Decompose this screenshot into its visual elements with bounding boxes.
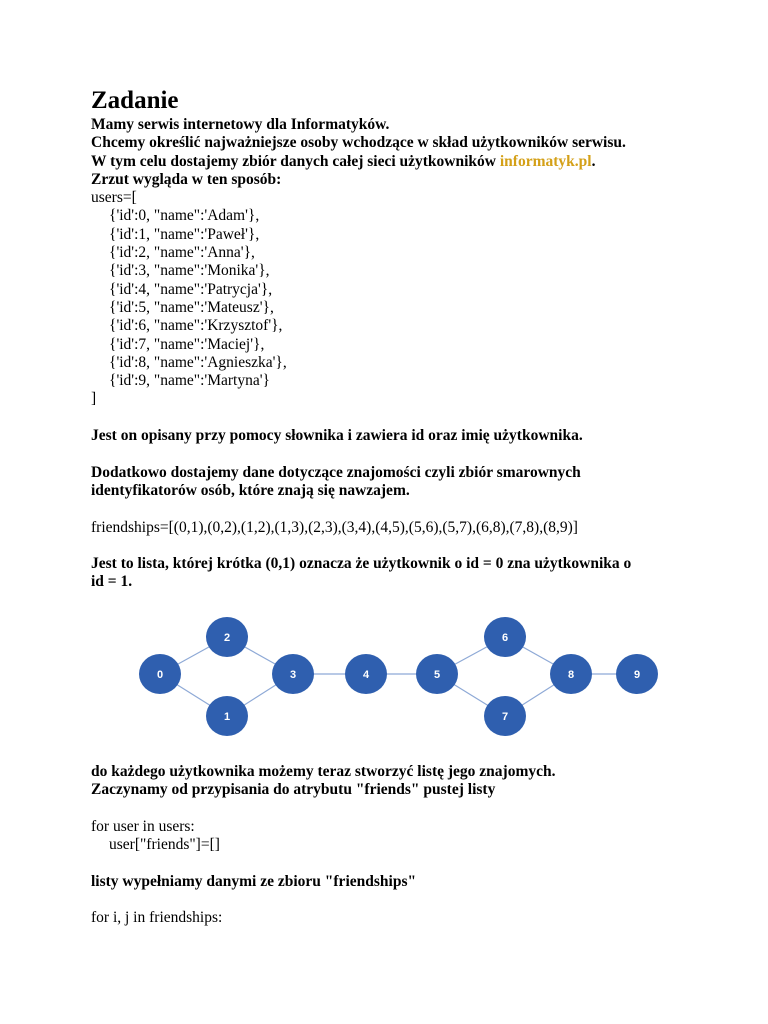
users-code-row: {'id':3, "name":'Monika'}, <box>109 262 270 280</box>
users-code-row: {'id':0, "name":'Adam'}, <box>109 207 260 225</box>
intro-line-2: Chcemy określić najważniejsze osoby wchodzące w skład użytkowników serwisu. <box>91 134 626 152</box>
users-code-open: users=[ <box>91 189 137 207</box>
paragraph-4-line-2: Zaczynamy od przypisania do atrybutu "friends" pustej listy <box>91 781 496 799</box>
graph-node-label-8: 8 <box>567 669 575 681</box>
intro-line-3-end: . <box>591 152 596 170</box>
graph-node-label-0: 0 <box>156 669 164 681</box>
intro-line-1: Mamy serwis internetowy dla Informatyków. <box>91 116 390 133</box>
paragraph-3-line-1: Jest to lista, której krótka (0,1) oznacza że użytkownik o id = 0 zna użytkownika o <box>91 555 632 573</box>
paragraph-1: Jest on opisany przy pomocy słownika i zawiera id oraz imię użytkownika. <box>91 427 583 445</box>
spacer <box>91 891 731 909</box>
graph-node-label-9: 9 <box>633 669 641 681</box>
paragraph-3-line-2: id = 1. <box>91 573 133 591</box>
spacer <box>91 854 731 872</box>
users-code-row: {'id':7, "name":'Maciej'}, <box>109 335 265 353</box>
paragraph-5: listy wypełniamy danymi ze zbioru "friendships" <box>91 872 417 890</box>
informatyk-link[interactable]: informatyk.pl <box>499 152 592 170</box>
code-3-line-1: for i, j in friendships: <box>91 909 223 927</box>
code-2-line-2: user["friends"]=[] <box>109 836 220 854</box>
graph-node-label-5: 5 <box>433 669 441 681</box>
users-code-row: {'id':6, "name":'Krzysztof'}, <box>109 317 283 335</box>
users-code-row: {'id':4, "name":'Patrycja'}, <box>109 280 273 298</box>
paragraph-4-line-1: do każdego użytkownika możemy teraz stworzyć listę jego znajomych. <box>91 763 556 780</box>
paragraph-2-line-2: identyfikatorów osób, które znają się nawzajem. <box>91 481 410 499</box>
graph-node-label-3: 3 <box>289 669 297 681</box>
users-code-close: ] <box>91 390 97 408</box>
users-code-row: {'id':9, "name":'Martyna'} <box>109 372 270 390</box>
spacer <box>91 800 731 818</box>
intro-line-4: Zrzut wygląda w ten sposób: <box>91 170 282 188</box>
document-body-lower <box>91 763 731 928</box>
paragraph-2-line-1: Dodatkowo dostajemy dane dotyczące znajomości czyli zbiór smarownych <box>91 463 581 481</box>
users-code-row: {'id':8, "name":'Agnieszka'}, <box>109 353 287 371</box>
friendships-code: friendships=[(0,1),(0,2),(1,2),(1,3),(2,3),(3,4),(4,5),(5,6),(5,7),(6,8),(7,8),(8,9)] <box>91 518 578 536</box>
users-code-row: {'id':2, "name":'Anna'}, <box>109 244 255 262</box>
code-2-line-1: for user in users: <box>91 817 195 835</box>
intro-line-3-text: W tym celu dostajemy zbiór danych całej sieci użytkowników <box>91 152 500 170</box>
graph-node-label-1: 1 <box>223 711 231 723</box>
users-code-row: {'id':1, "name":'Paweł'}, <box>109 225 260 243</box>
graph-node-label-4: 4 <box>362 669 370 681</box>
graph-node-label-2: 2 <box>223 632 231 644</box>
graph-node-label-7: 7 <box>501 711 509 723</box>
page-title: Zadanie <box>91 87 179 114</box>
users-code-row: {'id':5, "name":'Mateusz'}, <box>109 298 274 316</box>
graph-node-label-6: 6 <box>501 632 509 644</box>
